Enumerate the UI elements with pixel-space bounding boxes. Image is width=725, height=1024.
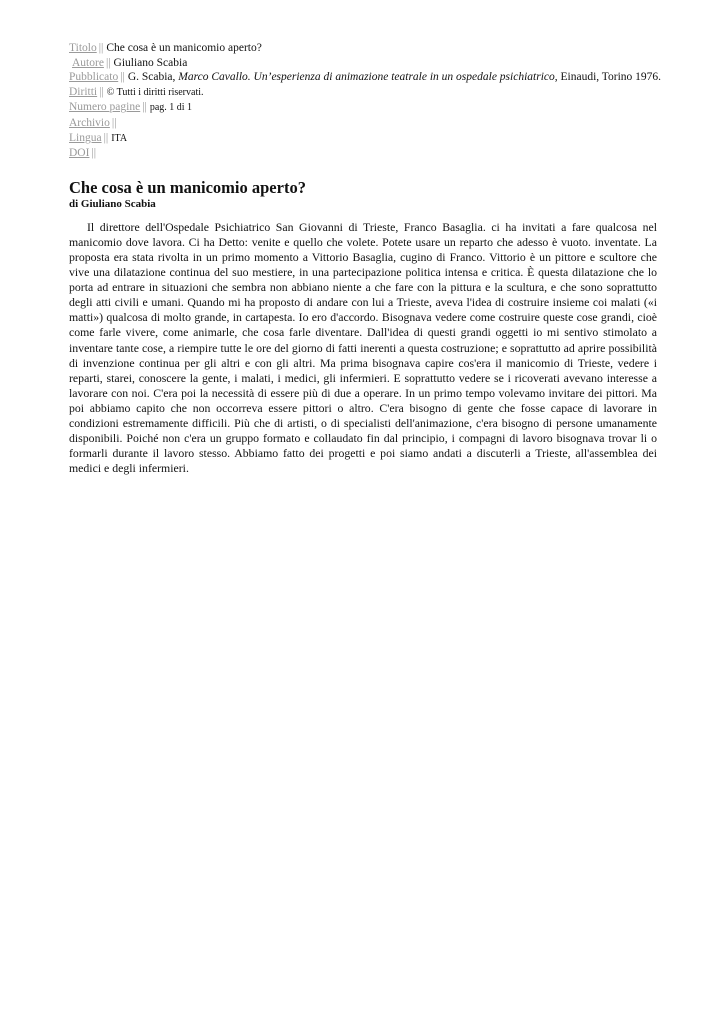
meta-language-label[interactable]: Lingua [69, 131, 102, 144]
meta-separator: || [120, 71, 125, 84]
meta-rights-row [69, 85, 657, 101]
meta-published-prefix: G. Scabia, [127, 71, 179, 84]
meta-separator: || [105, 56, 111, 69]
article-title: Che cosa è un manicomio aperto? [69, 177, 306, 197]
meta-title-value: Che cosa è un manicomio aperto? [106, 42, 262, 54]
meta-separator: || [91, 147, 97, 160]
meta-title-row [69, 41, 657, 56]
meta-separator: || [111, 116, 117, 129]
meta-published-suffix: , Einaudi, Torino 1976. [554, 71, 662, 84]
meta-archive-row [69, 116, 657, 131]
meta-doi-label[interactable]: DOI [69, 147, 90, 160]
meta-doi-row [69, 146, 657, 161]
meta-pages-row [69, 100, 657, 116]
meta-published-label[interactable]: Pubblicato [69, 71, 119, 84]
meta-title-label[interactable]: Titolo [69, 42, 97, 54]
meta-author-label[interactable]: Autore [72, 56, 104, 69]
meta-separator: || [142, 101, 147, 114]
meta-separator: || [99, 85, 104, 98]
article-body: Il direttore dell'Ospedale Psichiatrico San Giovanni di Trieste, Franco Basaglia. ci ha invitati a fare qualcosa nel manicomio dove lavora. Ci ha Detto: venite e quello che volete. Potete usare un reparto che adesso è vuoto. inventate. La proposta era stata rivolta in un primo momento a Vittorio Basaglia, cugino di Franco. Vittorio è un pittore e scultore che vive una dilatazione continua del suo mestiere, in una partecipazione politica intensa e critica. È questa dilatazione che lo porta ad entrare in situazioni che sembra non abbiano niente a che fare con la pittura e la scultura, e che sono soprattutto degli atti civili e umani. Quando mi ha proposto di andare con lui a Trieste, aveva l'idea di costruire insieme coi malati («i matti») qualcosa di molto grande, in cartapesta. Io ero d'accordo. Bisognava vedere come costruire queste cose grandi, cioè come farle vivere, come animarle, che cosa farle diventare. Dall'idea di questi grandi oggetti io mi sentivo stimolato a inventare tante cose, a riempire tutte le ore del giorno di fatti inerenti a questa costruzione; e soprattutto ad aprire possibilità di invenzione continua per gli altri e con gli altri. Ma prima bisognava capire cos'era il manicomio di Trieste, vedere i reparti, starei, conoscere la gente, i malati, i medici, gli infermieri. E soprattutto vedere se i ricoverati avevano interesse a lavorare con noi. C'era poi la necessità di essere più di due a operare. In un primo tempo volevamo invitare dei pittori. Ma poi abbiamo capito che non occorreva essere pittori o altro. C'era bisogno di gente che fosse capace di lavorare in condizioni estremamente difficili. Più che di artisti, o di specialisti dell'animazione, c'era bisogno di persone umanamente disponibili. Poiché non c'era un gruppo formato e collaudato fin dal principio, i compagni di lavoro bisognava trovar li o formarli durante il lavoro stesso. Abbiamo fatto dei progetti e poi siamo andati a discuterli a Trieste, all'assemblea dei medici e degli infermieri. [69, 219, 657, 476]
meta-pages-value: pag. 1 di 1 [149, 102, 193, 114]
meta-archive-label[interactable]: Archivio [69, 116, 110, 129]
article-byline: di Giuliano Scabia [69, 197, 156, 210]
meta-published-book-title: Marco Cavallo. Un’esperienza di animazione teatrale in un ospedale psichiatrico [178, 71, 555, 84]
meta-language-row [69, 131, 657, 147]
meta-author-row [69, 56, 657, 71]
meta-separator: || [98, 42, 104, 54]
meta-published-row [69, 70, 662, 85]
document-page [69, 41, 662, 476]
meta-rights-value: © Tutti i diritti riservati. [106, 86, 204, 98]
meta-rights-label[interactable]: Diritti [69, 85, 98, 98]
meta-author-value: Giuliano Scabia [113, 56, 188, 69]
meta-pages-label[interactable]: Numero pagine [69, 101, 141, 114]
meta-language-value: ITA [111, 132, 128, 144]
meta-separator: || [103, 131, 109, 144]
